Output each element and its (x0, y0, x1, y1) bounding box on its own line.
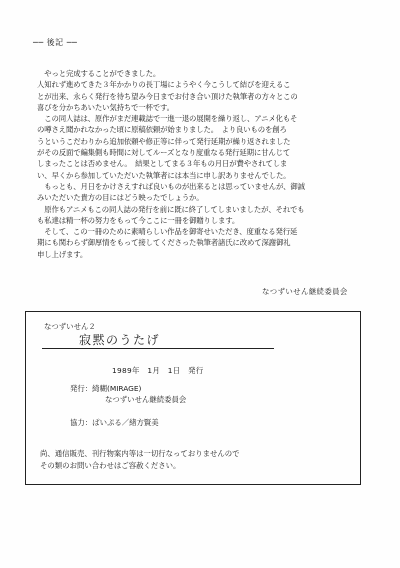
afterword-paragraph: もっとも、月日をかけさえすれば良いものが出来るとは思っていませんが、御誠 みいただいた貴方の目にはどう映ったでしょうか。 (37, 181, 305, 203)
publisher-sub: なつずいせん継続委員会 (105, 395, 187, 404)
title-underline (42, 348, 274, 349)
publisher-label: 発行：綺糊(MIRAGE) (70, 384, 142, 393)
colophon-notice (40, 448, 240, 471)
afterword-paragraph: やっと完成することができました。 人知れず進めてきた３年かかりの長丁場にようやく今こうして結びを迎えるこ とが出来、永らく発行を待ち望み今日までお付き合い頂けた執筆者の方々とこの 喜びを分かちあいたい気持ちで一杯です。 (37, 69, 298, 112)
afterword-body (37, 68, 372, 260)
colophon-series: なつずいせん２ (44, 322, 96, 331)
colophon-cooperation: 協力：ぱいぷる／緒方賢美 (70, 418, 159, 427)
colophon-date: 1989年 1月 1日 発行 (112, 366, 204, 375)
colophon-title: 寂黙のうたげ (79, 333, 161, 347)
afterword-heading: ── 後記 ── (33, 38, 78, 47)
afterword-paragraph: そして、この一冊のために素晴らしい作品を御寄せいただき、度重なる発行延 期にも関わらず御厚情をもって接してくださった執筆者諸氏に改めて深謝御礼 申し上げます。 (37, 227, 298, 259)
afterword-signature: なつずいせん継続委員会 (262, 287, 348, 296)
colophon-publisher (70, 383, 186, 405)
afterword-paragraph: 原作もアニメもこの同人誌の発行を前に既に終了してしまいましたが、それでも も私達は精一杯の努力をもって今ここに一冊を御贈りします。 (37, 204, 305, 225)
afterword-paragraph: この同人誌は、原作がまだ連載誌で一進一退の展開を繰り返し、アニメ化もそ の噂さえ聞かれなかった頃に原稿依頼が始まりました。 より良いものを創ろ うというこだわりから追加依頼や修正等に伴って発行延期が繰り返されました がその反面で編集側も時間に対してルーズとなり度重なる発行延期に甘んじて しまったことは否めません。 結果としてまる３年もの月日が費やされてしま い、早くから参加していただいた執筆者には本当に申し訳ありませんでした。 (37, 114, 298, 180)
notice-line: その類のお問い合わせはご容赦ください。 (40, 460, 181, 470)
notice-line: 尚、通信販売、刊行物案内等は一切行なっておりませんので (40, 449, 240, 458)
